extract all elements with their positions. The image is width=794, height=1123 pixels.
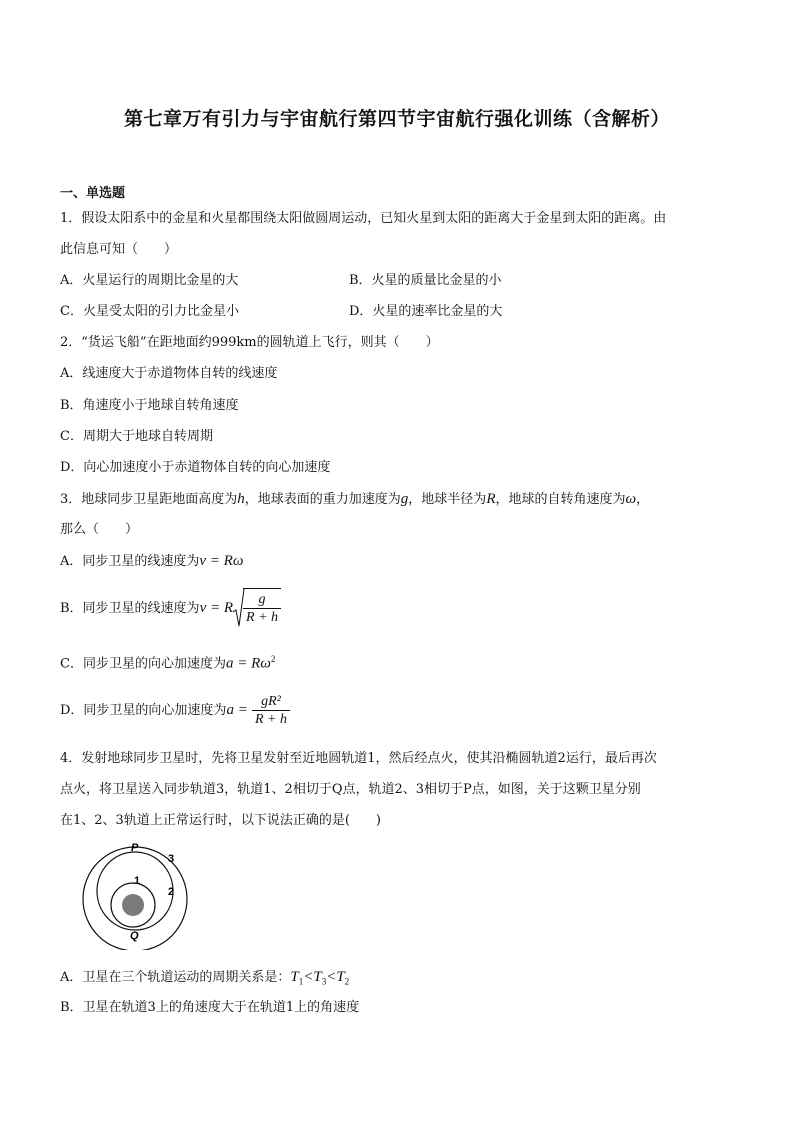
q3-option-d (60, 690, 290, 731)
q4-lt-2: < (326, 969, 337, 985)
q4-lt-1: < (303, 969, 314, 985)
q4-t1-sub: 1 (298, 976, 304, 987)
q3-stem-line1 (60, 490, 649, 509)
q3-stem-line2: 那么（ ） (60, 522, 139, 537)
label-p: P (131, 842, 139, 854)
q3-var-h: h (237, 491, 245, 507)
orbit-diagram (70, 838, 200, 950)
sqrt-symbol (233, 588, 281, 629)
q3-option-d-numerator: gR² (252, 693, 290, 711)
orbit-2 (97, 852, 173, 930)
q2-option-b: B．角速度小于地球自转角速度 (60, 398, 239, 413)
q2-stem: 2．“货运飞船”在距地面约999km的圆轨道上飞行，则其（ ） (60, 335, 439, 350)
q1-option-a: A．火星运行的周期比金星的大 (60, 273, 239, 288)
q3-stem-part2: ，地球表面的重力加速度为 (244, 492, 401, 507)
q4-stem-line2: 点火，将卫星送入同步轨道3，轨道1、2相切于Q点，轨道2、3相切于P点，如图，关于这颗卫星分别 (60, 782, 641, 797)
q3-option-b-denominator: R + h (246, 610, 279, 625)
label-2: 2 (168, 886, 175, 898)
q2-option-a: A．线速度大于赤道物体自转的线速度 (60, 366, 278, 381)
q3-option-a-text: A．同步卫星的线速度为 (60, 554, 200, 569)
q4-option-a-text: A．卫星在三个轨道运动的周期关系是： (60, 970, 291, 985)
q4-t2: T (336, 969, 345, 985)
q3-option-b (60, 588, 281, 629)
q1-stem-line1: 1．假设太阳系中的金星和火星都围绕太阳做圆周运动，已知火星到太阳的距离大于金星到太阳的距离。由 (60, 211, 667, 226)
page-title: 第七章万有引力与宇宙航行第四节宇宙航行强化训练（含解析） (123, 108, 670, 130)
q3-stem-part3: ，地球半径为 (408, 492, 487, 507)
q2-option-d: D．向心加速度小于赤道物体自转的向心加速度 (60, 460, 331, 475)
q3-option-c-superscript: 2 (270, 654, 276, 664)
q4-t1: T (290, 969, 299, 985)
q3-option-d-denominator: R + h (254, 712, 287, 727)
q4-option-b: B．卫星在轨道3上的角速度大于在轨道1上的角速度 (60, 1000, 360, 1015)
earth (122, 894, 144, 916)
q3-stem-part4: ，地球的自转角速度为 (495, 492, 626, 507)
q3-option-d-formula-pre: a = (226, 702, 248, 718)
q3-option-d-text: D．同步卫星的向心加速度为 (60, 703, 227, 718)
q4-stem-line1: 4．发射地球同步卫星时，先将卫星发射至近地圆轨道1，然后经点火，使其沿椭圆轨道2运行，最后再次 (60, 751, 657, 766)
section-heading: 一、单选题 (60, 186, 126, 201)
q1-option-c: C．火星受太阳的引力比金星小 (60, 304, 239, 319)
q3-option-a-formula: v = Rω (199, 553, 244, 569)
q1-option-b: B．火星的质量比金星的小 (349, 273, 502, 288)
q3-option-c-formula: a = Rω (225, 655, 271, 672)
q3-option-a (60, 552, 243, 571)
q3-option-b-text: B．同步卫星的线速度为 (60, 601, 200, 616)
label-1: 1 (134, 875, 141, 887)
q1-stem-line2: 此信息可知（ ） (60, 242, 178, 257)
label-q: Q (130, 930, 139, 942)
q3-var-r: R (486, 491, 496, 507)
q3-var-g: g (400, 491, 409, 507)
q3-stem-part5: ， (636, 492, 650, 507)
q4-t3-sub: 3 (321, 976, 327, 987)
q3-option-c-text: C．同步卫星的向心加速度为 (60, 656, 226, 672)
label-3: 3 (168, 853, 175, 865)
q3-option-c (60, 650, 275, 673)
q3-stem-part1: 3．地球同步卫星距地面高度为 (60, 492, 238, 507)
q1-option-d: D．火星的速率比金星的大 (349, 304, 503, 319)
q4-option-a (60, 968, 349, 991)
q4-stem-line3: 在1、2、3轨道上正常运行时，以下说法正确的是( ) (60, 813, 381, 828)
q3-var-omega: ω (625, 491, 637, 507)
q4-t2-sub: 2 (344, 976, 350, 987)
q3-option-b-formula-pre: v = R (199, 600, 234, 616)
q2-option-c: C．周期大于地球自转周期 (60, 429, 213, 444)
q4-t3: T (313, 969, 322, 985)
q3-option-b-numerator: g (243, 591, 281, 609)
